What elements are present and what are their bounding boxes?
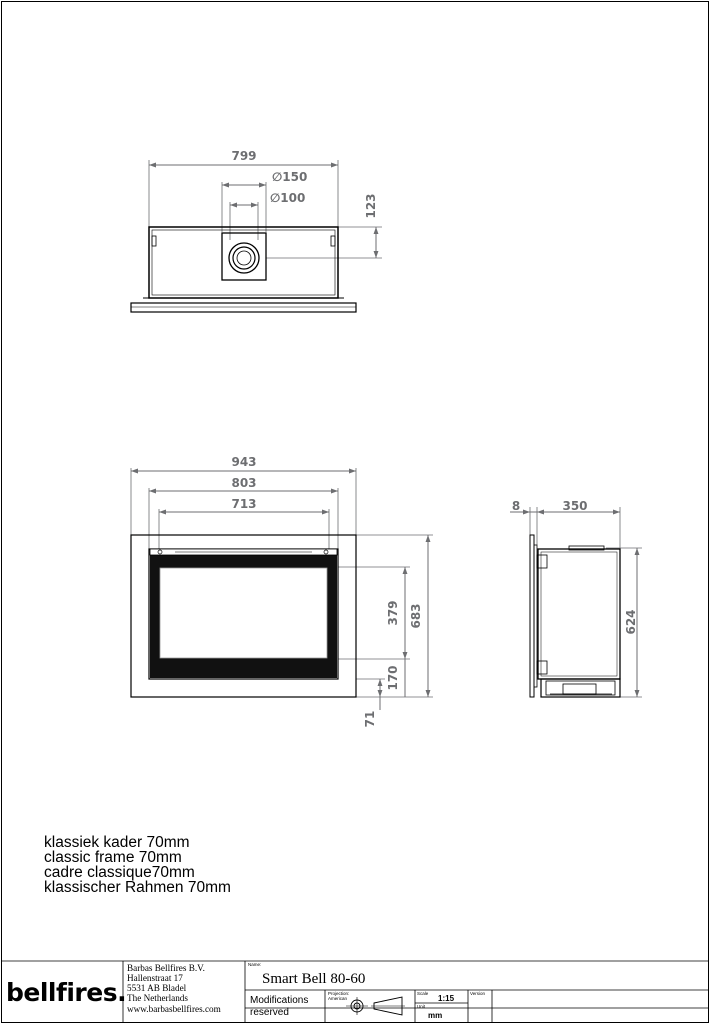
modifications-line-1: Modifications [250,995,309,1006]
side-view [510,507,642,697]
version-label: Version [470,991,486,996]
top-view [131,160,382,312]
scale-label: Scale [417,991,429,996]
total-height-dim: 683 [409,603,423,629]
flue-inner-diameter-dim: ∅100 [270,191,306,205]
side-depth-dim: 350 [562,499,588,513]
unit-value: mm [428,1011,443,1020]
outer-width-dim: 943 [231,455,257,469]
address-line-2: Hallenstraat 17 [127,973,183,983]
flue-outer-diameter-dim: ∅150 [272,170,308,184]
top-depth-dim: 123 [364,193,378,219]
note-french: cadre classique70mm [44,864,195,881]
name-label: Name: [248,962,262,967]
unit-label: Unit [417,1004,426,1009]
frame-notes [44,835,231,895]
note-dutch: klassiek kader 70mm [44,834,190,851]
glass-height-dim: 379 [386,600,400,626]
modifications-line-2: reserved [250,1007,289,1018]
frame-depth-dim: 8 [511,499,521,513]
address-line-3: 5531 AB Bladel [127,983,187,993]
projection-label: Projection: [328,991,350,996]
frame-height-dim: 71 [363,710,377,728]
bottom-height-dim: 170 [386,665,400,691]
scale-value: 1:15 [438,994,455,1003]
note-german: klassischer Rahmen 70mm [44,879,231,896]
side-height-dim: 624 [624,609,638,635]
note-english: classic frame 70mm [44,849,182,866]
top-width-dim: 799 [231,149,257,163]
address-line-4: The Netherlands [127,993,188,1003]
bellfires-logo: bellfires. [6,978,127,1007]
address-line-1: Barbas Bellfires B.V. [127,963,205,973]
product-name: Smart Bell 80-60 [262,971,366,987]
frame-width-dim: 803 [231,476,257,490]
address-line-5: www.barbasbellfires.com [127,1004,221,1014]
glass-width-dim: 713 [231,497,257,511]
projection-type: American [328,996,348,1001]
